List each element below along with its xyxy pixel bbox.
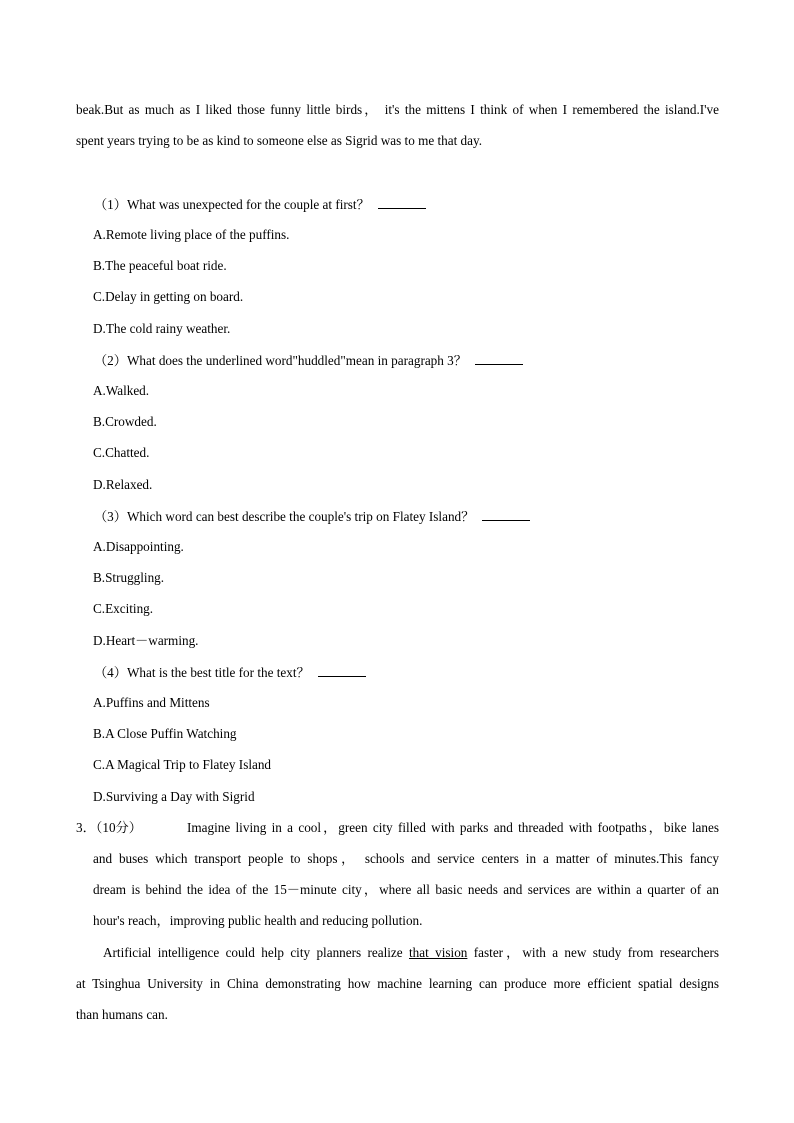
intro-line-2: spent years trying to be as kind to someone else as Sigrid was to me that day.	[76, 133, 483, 148]
passage-p1-line-3: dream is behind the idea of the 15－minute city，where all basic needs and services are within a quarter of an	[93, 882, 719, 897]
question-2-option-d: D.Relaxed.	[93, 477, 153, 492]
question-2-option-b: B.Crowded.	[93, 414, 157, 429]
answer-blank	[378, 195, 426, 209]
question-1-option-c: C.Delay in getting on board.	[93, 289, 244, 304]
question-4-option-c: C.A Magical Trip to Flatey Island	[93, 757, 272, 772]
passage-p2-line-1: Artificial intelligence could help city planners realize that vision faster，with a new study from researchers	[103, 945, 720, 960]
answer-blank	[482, 507, 530, 521]
question-3-option-c: C.Exciting.	[93, 601, 154, 616]
answer-blank	[475, 351, 523, 365]
question-3-option-b: B.Struggling.	[93, 570, 165, 585]
underlined-phrase: that vision	[409, 945, 468, 960]
question-1-stem: （1）What was unexpected for the couple at first？	[94, 195, 426, 214]
question-2-option-c: C.Chatted.	[93, 445, 150, 460]
passage-p1-line-2: and buses which transport people to shops， schools and service centers in a matter of minutes.This fancy	[93, 851, 719, 866]
question-4-stem: （4）What is the best title for the text？	[94, 663, 366, 682]
question-2-stem: （2）What does the underlined word"huddled"mean in paragraph 3？	[94, 351, 523, 370]
passage-p1-line-1: Imagine living in a cool，green city filled with parks and threaded with footpaths，bike lanes	[187, 820, 719, 835]
section-3-number: 3．（10分）	[76, 820, 142, 835]
question-4-option-d: D.Surviving a Day with Sigrid	[93, 789, 255, 804]
question-3-option-a: A.Disappointing.	[93, 539, 184, 554]
question-3-stem: （3）Which word can best describe the couple's trip on Flatey Island？	[94, 507, 530, 526]
intro-line-1: beak.But as much as I liked those funny little birds， it's the mittens I think of when I remembered the island.I've	[76, 102, 719, 117]
question-4-option-a: A.Puffins and Mittens	[93, 695, 210, 710]
question-1-option-a: A.Remote living place of the puffins.	[93, 227, 290, 242]
question-3-option-d: D.Heart－warming.	[93, 633, 199, 648]
passage-p2-line-2: at Tsinghua University in China demonstrating how machine learning can produce more efficient spatial designs	[76, 976, 719, 991]
passage-p1-line-4: hour's reach，improving public health and reducing pollution.	[93, 913, 423, 928]
answer-blank	[318, 663, 366, 677]
passage-p2-line-3: than humans can.	[76, 1007, 168, 1022]
question-4-option-b: B.A Close Puffin Watching	[93, 726, 237, 741]
question-1-option-b: B.The peaceful boat ride.	[93, 258, 227, 273]
question-2-option-a: A.Walked.	[93, 383, 150, 398]
question-1-option-d: D.The cold rainy weather.	[93, 321, 231, 336]
